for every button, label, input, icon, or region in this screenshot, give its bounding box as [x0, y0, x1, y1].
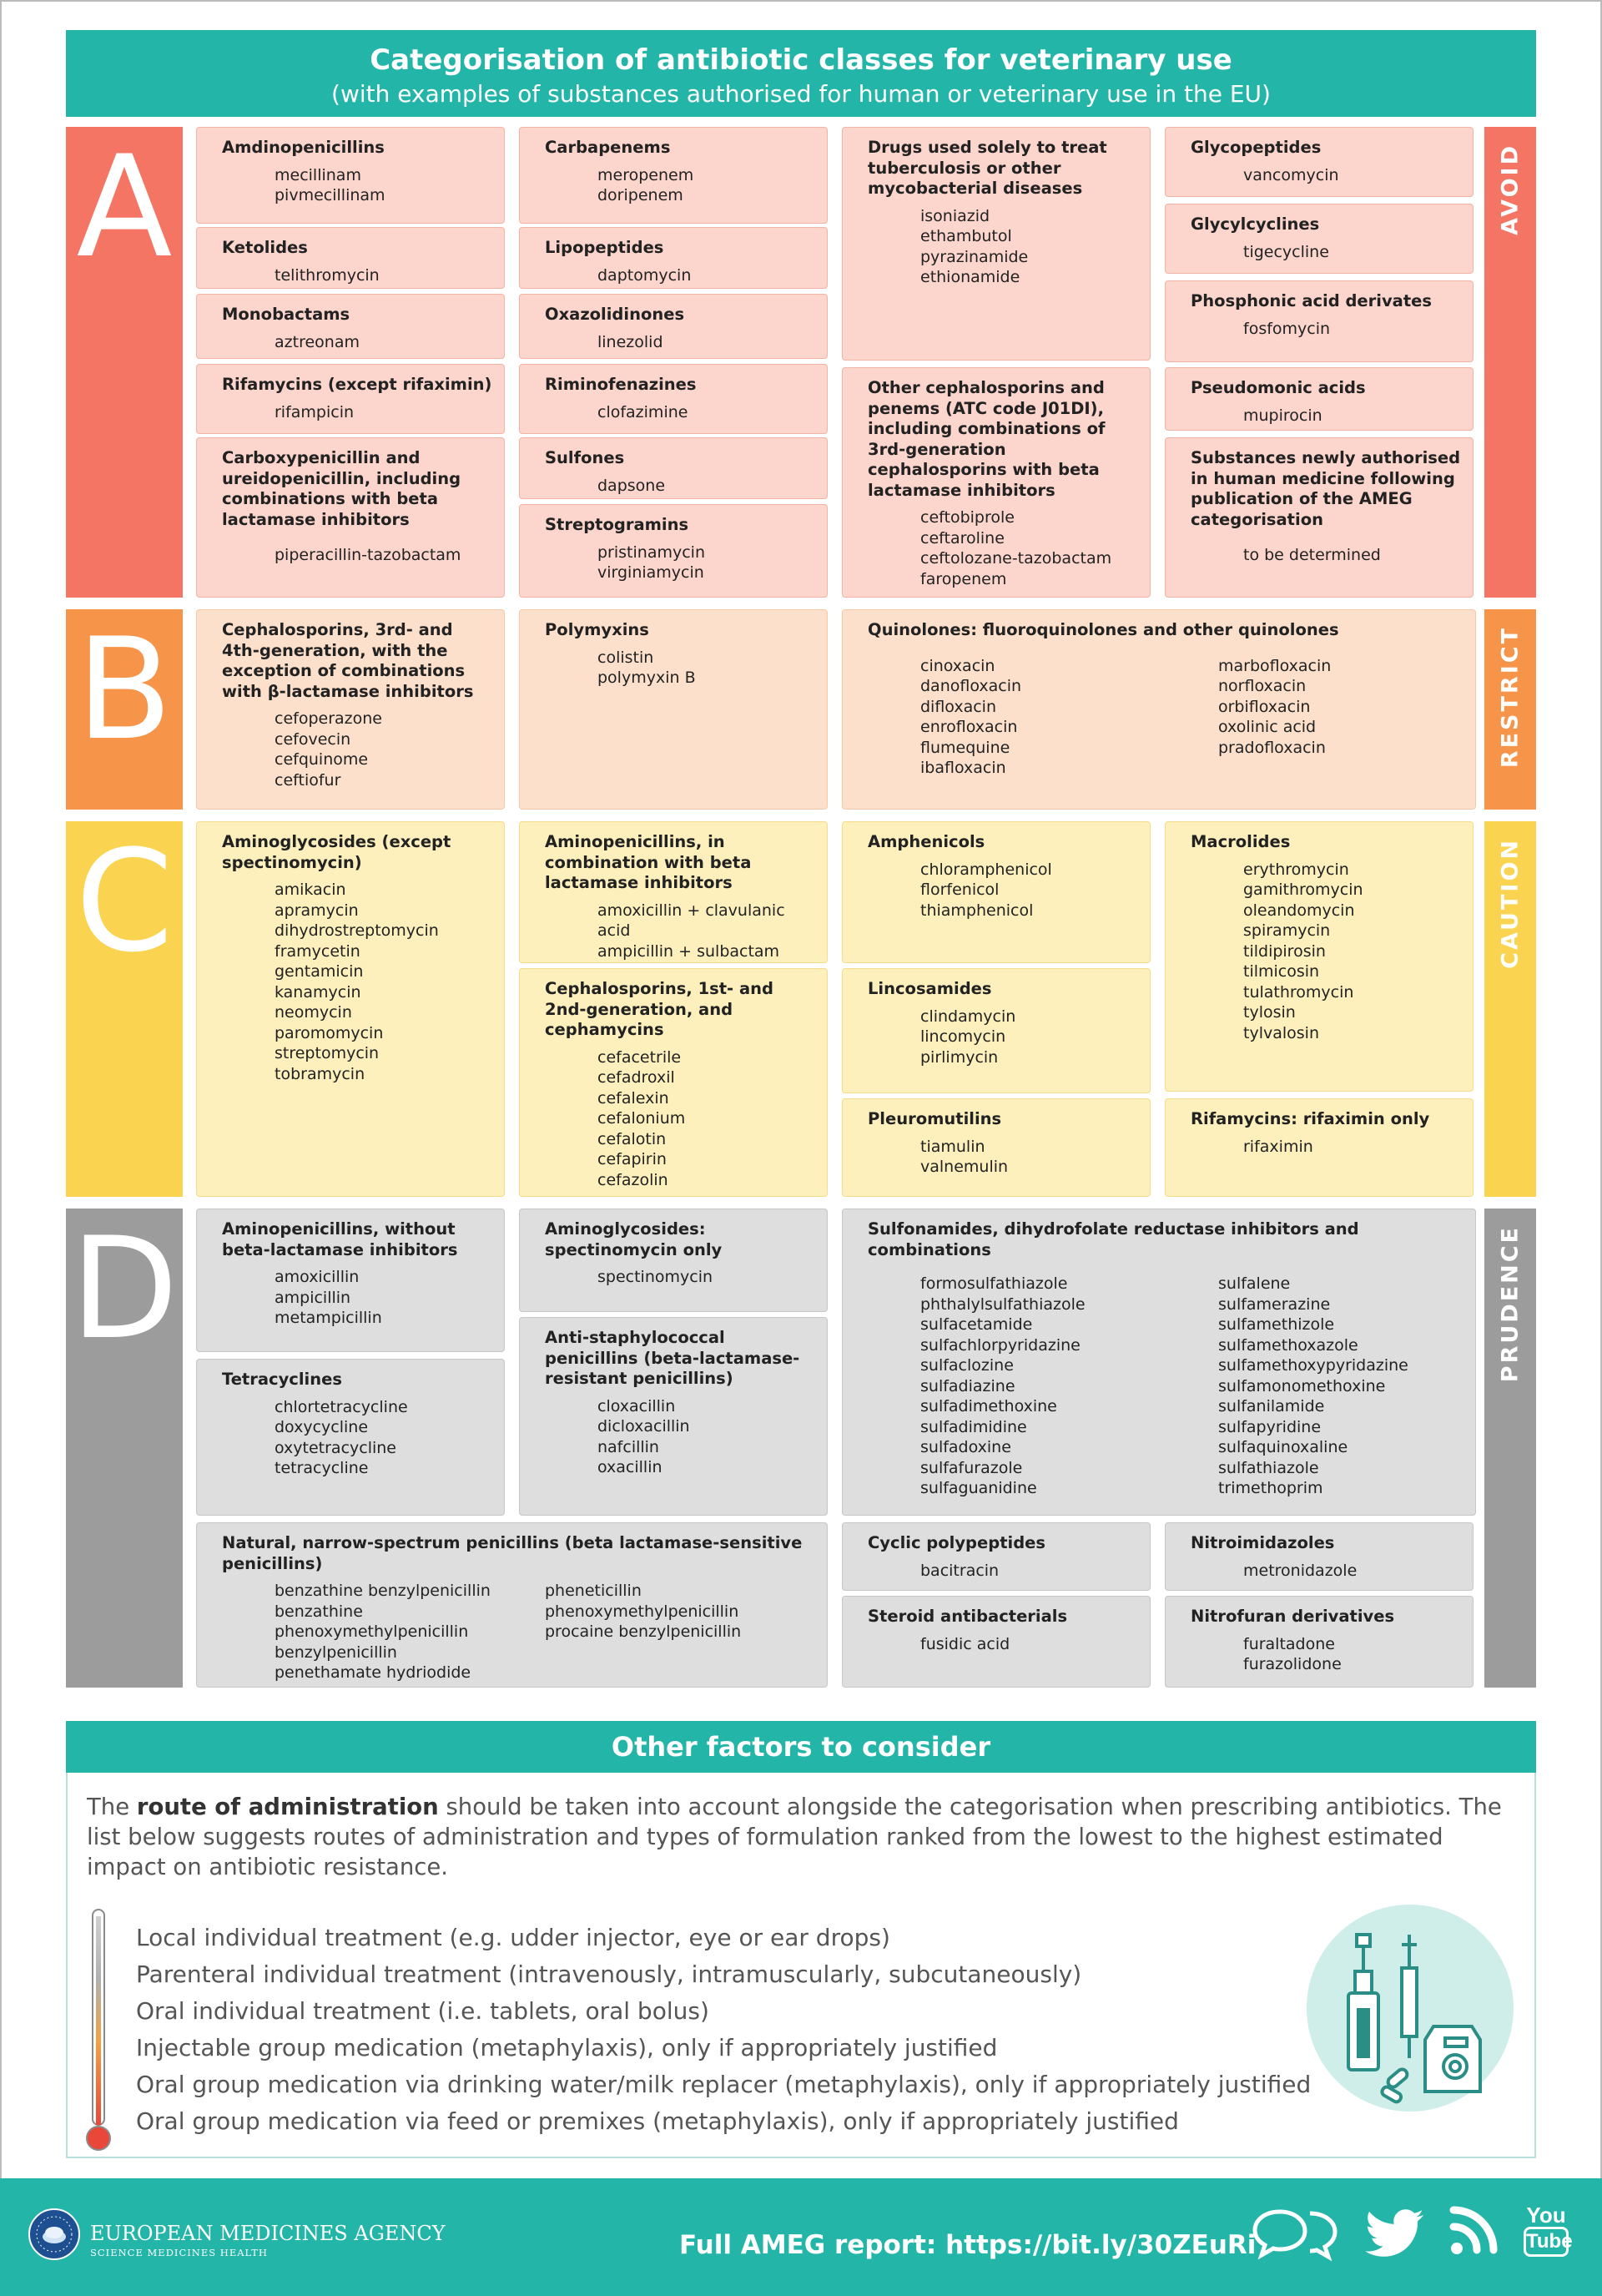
class-box — [1165, 1522, 1474, 1591]
substance-list — [1243, 545, 1461, 566]
substance-item: tulathromycin — [1243, 982, 1354, 1002]
route-item: Injectable group medication (metaphylaxis), only if appropriately justified — [136, 2034, 998, 2061]
substance-item: cefazolin — [597, 1170, 668, 1189]
class-box — [842, 1098, 1151, 1197]
substance-item: sulfaclozine — [920, 1356, 1014, 1375]
substance-list — [920, 206, 1138, 288]
class-title: Carboxypenicillin and ureidopenicillin, including combinations with beta lactamase inhibitors — [222, 448, 461, 529]
class-title: Substances newly authorised in human medicine following publication of the AMEG categorisation — [1191, 448, 1461, 529]
class-title: Drugs used solely to treat tuberculosis or other mycobacterial diseases — [868, 138, 1107, 198]
substance-item: tildipirosin — [1243, 941, 1326, 961]
ema-logo-icon[interactable] — [28, 2208, 80, 2260]
route-list — [136, 1920, 1311, 2140]
substance-item: ethionamide — [920, 268, 1020, 286]
class-box — [1165, 204, 1474, 274]
substance-item: chloramphenicol — [920, 860, 1052, 879]
substance-list — [920, 1137, 1138, 1178]
substance-item: sulfathiazole — [1218, 1458, 1319, 1477]
substance-list — [920, 656, 1166, 779]
class-box — [519, 968, 828, 1197]
thermometer-icon — [86, 1908, 111, 2153]
substance-item: ceftiofur — [275, 770, 341, 790]
category-d-letter: D — [66, 1209, 183, 1688]
substance-item: chlortetracycline — [275, 1397, 408, 1416]
class-title: Aminoglycosides (except spectinomycin) — [222, 832, 451, 872]
substance-item: amoxicillin + clavulanic acid — [597, 901, 785, 940]
class-title: Glycopeptides — [1191, 138, 1322, 157]
substance-item: pirlimycin — [920, 1047, 999, 1067]
class-title: Sulfones — [545, 448, 625, 467]
substance-item: ceftobiprole — [920, 508, 1015, 527]
class-title: Nitroimidazoles — [1191, 1533, 1335, 1552]
rss-icon[interactable] — [1447, 2203, 1500, 2262]
substance-item: thiamphenicol — [920, 901, 1034, 920]
substance-item: piperacillin-tazobactam — [275, 546, 461, 564]
substance-item: sulfaquinoxaline — [1218, 1438, 1348, 1456]
substance-item: cinoxacin — [920, 656, 995, 675]
class-box — [842, 609, 1476, 810]
substance-item: virginiamycin — [597, 563, 704, 582]
substance-item: pyrazinamide — [920, 247, 1029, 266]
substance-item: tylosin — [1243, 1003, 1296, 1022]
class-box — [519, 437, 828, 499]
class-title: Lincosamides — [868, 979, 992, 998]
substance-item: lincomycin — [920, 1027, 1006, 1046]
substance-item: tetracycline — [275, 1459, 369, 1477]
substance-item: pristinamycin — [597, 542, 705, 562]
class-box — [196, 294, 505, 359]
substance-item: gentamicin — [275, 962, 364, 981]
prudence-label: PRUDENCE — [1497, 1225, 1524, 1383]
substance-item: isoniazid — [920, 206, 990, 225]
substance-item: cloxacillin — [597, 1396, 676, 1415]
substance-item: ethambutol — [920, 227, 1012, 245]
chat-bubbles-icon[interactable] — [1252, 2203, 1338, 2262]
substance-item: sulfafurazole — [920, 1458, 1023, 1477]
substance-list — [920, 507, 1138, 589]
class-title: Carbapenems — [545, 138, 671, 157]
substance-item: sulfadoxine — [920, 1438, 1011, 1456]
substance-item: to be determined — [1243, 546, 1381, 564]
class-box — [519, 1209, 828, 1312]
class-box — [196, 127, 505, 224]
substance-item: daptomycin — [597, 265, 692, 285]
substance-item: fosfomycin — [1243, 319, 1331, 338]
substance-item: ampicillin + sulbactam — [597, 941, 780, 961]
substance-item: dicloxacillin — [597, 1417, 690, 1436]
route-item: Local individual treatment (e.g. udder injector, eye or ear drops) — [136, 1924, 890, 1951]
class-title: Oxazolidinones — [545, 305, 685, 324]
substance-item: rifaximin — [1243, 1137, 1313, 1156]
substance-item: mupirocin — [1243, 406, 1322, 425]
substance-list — [920, 1274, 1166, 1499]
intro-text-start: The — [87, 1794, 137, 1820]
category-b-label — [1484, 609, 1536, 810]
substance-list — [1218, 1274, 1463, 1499]
class-title: Other cephalosporins and penems (ATC code J01DI), including combinations of 3rd-generation cephalosporins with beta lactamase inhibitors — [868, 378, 1106, 500]
substance-item: procaine benzylpenicillin — [545, 1622, 742, 1641]
substance-item: dapsone — [597, 476, 666, 495]
substance-item: sulfamethoxypyridazine — [1218, 1356, 1408, 1375]
substance-list — [1243, 1634, 1461, 1675]
caution-label: CAUTION — [1497, 838, 1524, 969]
substance-item: clofazimine — [597, 402, 688, 421]
substance-list — [597, 542, 815, 583]
substance-list — [920, 860, 1138, 921]
substance-item: sulfaguanidine — [920, 1479, 1037, 1497]
substance-item: tobramycin — [275, 1064, 365, 1083]
substance-list — [1243, 1137, 1461, 1158]
substance-item: amikacin — [275, 881, 346, 899]
substance-item: sulfachlorpyridazine — [920, 1335, 1081, 1355]
substance-list — [597, 165, 815, 206]
category-b-letter: B — [66, 609, 183, 810]
category-a-label — [1484, 127, 1536, 598]
substance-item: oxolinic acid — [1218, 718, 1317, 736]
class-title: Rifamycins (except rifaximin) — [222, 375, 492, 394]
class-box — [519, 504, 828, 598]
substance-item: doxycycline — [275, 1418, 369, 1436]
other-factors-intro — [87, 1792, 1505, 1882]
substance-item: spectinomycin — [597, 1268, 713, 1286]
class-box — [519, 227, 828, 289]
substance-item: benzathine phenoxymethylpenicillin — [275, 1602, 469, 1641]
class-box — [842, 821, 1151, 963]
substance-item: cefapirin — [597, 1150, 667, 1168]
substance-item: polymyxin B — [597, 669, 696, 687]
class-box — [196, 1359, 505, 1516]
substance-item: erythromycin — [1243, 860, 1349, 879]
route-item: Parenteral individual treatment (intravenously, intramuscularly, subcutaneously) — [136, 1960, 1082, 1988]
class-box — [1165, 1596, 1474, 1688]
report-link[interactable]: Full AMEG report: https://bit.ly/30ZEuRi — [679, 2230, 1257, 2260]
substance-list — [275, 265, 492, 286]
class-box — [519, 364, 828, 434]
substance-item: paromomycin — [275, 1023, 384, 1042]
substance-list — [920, 1007, 1138, 1068]
substance-item: furaltadone — [1243, 1634, 1335, 1653]
substance-item: cefalonium — [597, 1109, 686, 1128]
substance-list — [275, 880, 492, 1084]
class-title: Amdinopenicillins — [222, 138, 385, 157]
youtube-you-text: You — [1526, 2203, 1566, 2228]
substance-item: sulfanilamide — [1218, 1397, 1325, 1415]
class-title: Monobactams — [222, 305, 350, 324]
class-box — [519, 294, 828, 359]
class-box — [1165, 821, 1474, 1092]
class-box — [519, 127, 828, 224]
substance-list — [275, 709, 492, 790]
class-box — [1165, 280, 1474, 362]
class-title: Rifamycins: rifaximin only — [1191, 1109, 1430, 1128]
class-title: Macrolides — [1191, 832, 1291, 851]
substance-item: penethamate hydriodide — [275, 1663, 471, 1682]
substance-item: tiamulin — [920, 1137, 985, 1156]
substance-list — [920, 1561, 1138, 1582]
youtube-icon[interactable] — [1524, 2203, 1573, 2262]
class-title: Ketolides — [222, 238, 308, 257]
class-box — [842, 127, 1151, 361]
substance-item: ibafloxacin — [920, 759, 1006, 777]
class-box — [842, 1209, 1476, 1516]
substance-item: valnemulin — [920, 1158, 1009, 1176]
class-title: Pleuromutilins — [868, 1109, 1002, 1128]
substance-list — [275, 545, 492, 566]
substance-item: spiramycin — [1243, 921, 1331, 940]
substance-list — [1243, 1561, 1461, 1582]
substance-item: clindamycin — [920, 1007, 1016, 1026]
substance-list — [275, 332, 492, 353]
class-box — [519, 609, 828, 810]
substance-item: sulfadimethoxine — [920, 1397, 1057, 1415]
substance-item: pheneticillin — [545, 1582, 642, 1600]
class-box — [519, 1317, 828, 1516]
class-box — [842, 367, 1151, 598]
substance-item: benzylpenicillin — [275, 1643, 397, 1662]
substance-list — [920, 1634, 1138, 1655]
class-title: Riminofenazines — [545, 375, 697, 394]
substance-list — [1243, 406, 1461, 426]
substance-list — [597, 402, 815, 423]
substance-item: oleandomycin — [1243, 901, 1355, 920]
substance-item: sulfamonomethoxine — [1218, 1376, 1386, 1395]
substance-item: colistin — [597, 648, 654, 667]
class-box — [196, 1522, 828, 1688]
substance-list — [275, 1581, 545, 1683]
category-c-label — [1484, 821, 1536, 1197]
substance-item: oxytetracycline — [275, 1438, 396, 1457]
substance-list — [275, 1267, 492, 1329]
substance-item: linezolid — [597, 332, 663, 351]
medicine-illustration-icon — [1303, 1901, 1517, 2115]
substance-list — [597, 332, 815, 353]
category-d-label — [1484, 1209, 1536, 1688]
class-box — [842, 1596, 1151, 1688]
substance-item: bacitracin — [920, 1561, 1000, 1580]
class-box — [1165, 127, 1474, 197]
class-title: Anti-staphylococcal penicillins (beta-lactamase-resistant penicillins) — [545, 1328, 800, 1388]
substance-item: norfloxacin — [1218, 677, 1307, 695]
class-title: Lipopeptides — [545, 238, 664, 257]
substance-item: sulfamerazine — [1218, 1294, 1331, 1314]
category-c-letter: C — [66, 821, 183, 1197]
substance-item: oxacillin — [597, 1458, 662, 1476]
substance-list — [545, 1581, 815, 1683]
substance-item: gamithromycin — [1243, 881, 1363, 899]
substance-item: cefalotin — [597, 1129, 667, 1148]
substance-item: cefoperazone — [275, 709, 382, 728]
class-title: Phosphonic acid derivates — [1191, 291, 1432, 310]
substance-item: sulfacetamide — [920, 1315, 1033, 1334]
substance-item: orbifloxacin — [1218, 697, 1311, 716]
class-box — [1165, 367, 1474, 431]
substance-list — [597, 1267, 815, 1288]
substance-item: tigecycline — [1243, 242, 1329, 261]
substance-item: ceftaroline — [920, 528, 1005, 548]
class-box — [842, 1522, 1151, 1591]
category-a-letter: A — [66, 127, 183, 598]
substance-list — [275, 402, 492, 423]
substance-item: faropenem — [920, 569, 1007, 588]
intro-text-emphasis: route of administration — [136, 1794, 439, 1820]
class-box — [196, 821, 505, 1197]
substance-item: meropenem — [597, 165, 694, 184]
substance-item: cefquinome — [275, 750, 369, 769]
substance-item: doripenem — [597, 186, 683, 204]
substance-item: furazolidone — [1243, 1655, 1342, 1673]
route-item: Oral group medication via drinking water/milk replacer (metaphylaxis), only if appropriately justified — [136, 2071, 1312, 2098]
substance-item: ampicillin — [275, 1288, 351, 1307]
class-box — [519, 821, 828, 963]
agency-tagline: SCIENCE MEDICINES HEALTH — [90, 2247, 268, 2258]
class-title: Amphenicols — [868, 832, 985, 851]
class-title: Cyclic polypeptides — [868, 1533, 1045, 1552]
class-title: Cephalosporins, 3rd- and 4th-generation, with the exception of combinations with β-lactamase inhibitors — [222, 620, 474, 701]
substance-item: neomycin — [275, 1003, 352, 1022]
class-title: Nitrofuran derivatives — [1191, 1607, 1395, 1626]
substance-item: vancomycin — [1243, 165, 1339, 184]
class-box — [842, 968, 1151, 1093]
substance-item: apramycin — [275, 901, 359, 920]
substance-item: marbofloxacin — [1218, 656, 1332, 675]
class-title: Polymyxins — [545, 620, 649, 639]
class-box — [196, 437, 505, 598]
restrict-label: RESTRICT — [1497, 626, 1524, 769]
class-title: Pseudomonic acids — [1191, 378, 1366, 397]
class-box — [196, 364, 505, 434]
other-factors-title: Other factors to consider — [66, 1721, 1536, 1773]
substance-list — [597, 901, 815, 962]
class-title: Natural, narrow-spectrum penicillins (beta lactamase-sensitive penicillins) — [222, 1533, 803, 1573]
substance-item: danofloxacin — [920, 677, 1022, 695]
substance-item: amoxicillin — [275, 1268, 360, 1286]
intro-text-end: should be taken into account alongside the categorisation when prescribing antibiotics. The list below suggests routes of administration and types of formulation ranked from the lowest to the highest estimated impact on antibiotic resistance. — [87, 1794, 1502, 1880]
substance-item: formosulfathiazole — [920, 1274, 1068, 1293]
substance-item: sulfamethizole — [1218, 1315, 1335, 1334]
substance-item: phenoxymethylpenicillin — [545, 1602, 739, 1621]
class-box — [196, 609, 505, 810]
substance-item: sulfapyridine — [1218, 1417, 1322, 1436]
substance-item: cefalexin — [597, 1088, 669, 1108]
youtube-tube-text: Tube — [1524, 2227, 1569, 2257]
substance-list — [597, 265, 815, 286]
substance-item: difloxacin — [920, 697, 997, 716]
substance-item: phthalylsulfathiazole — [920, 1294, 1086, 1314]
substance-item: aztreonam — [275, 332, 360, 351]
page-title: Categorisation of antibiotic classes for veterinary use — [370, 43, 1232, 77]
class-title: Streptogramins — [545, 515, 689, 534]
substance-item: tilmicosin — [1243, 962, 1320, 981]
substance-list — [1243, 319, 1461, 340]
route-item: Oral individual treatment (i.e. tablets, oral bolus) — [136, 1997, 709, 2025]
substance-item: ceftolozane-tazobactam — [920, 549, 1112, 568]
substance-list — [275, 165, 492, 206]
substance-item: enrofloxacin — [920, 718, 1018, 736]
substance-item: metronidazole — [1243, 1561, 1358, 1580]
class-title: Aminopenicillins, in combination with beta lactamase inhibitors — [545, 832, 752, 892]
substance-item: fusidic acid — [920, 1634, 1010, 1653]
substance-list — [1243, 860, 1461, 1044]
substance-list — [1243, 242, 1461, 263]
page-header — [66, 30, 1536, 117]
route-item: Oral group medication via feed or premixes (metaphylaxis), only if appropriately justified — [136, 2107, 1179, 2135]
substance-item: sulfadiazine — [920, 1376, 1015, 1395]
class-title: Tetracyclines — [222, 1370, 342, 1389]
substance-item: tylvalosin — [1243, 1023, 1319, 1042]
class-title: Cephalosporins, 1st- and 2nd-generation, and cephamycins — [545, 979, 773, 1039]
twitter-icon[interactable] — [1365, 2203, 1425, 2262]
substance-item: florfenicol — [920, 881, 1000, 899]
class-box — [196, 1209, 505, 1352]
avoid-label: AVOID — [1497, 144, 1524, 235]
class-title: Aminoglycosides: spectinomycin only — [545, 1219, 723, 1259]
substance-item: kanamycin — [275, 982, 361, 1002]
substance-list — [1243, 165, 1461, 186]
substance-item: pradofloxacin — [1218, 738, 1326, 757]
class-title: Sulfonamides, dihydrofolate reductase inhibitors and combinations — [868, 1219, 1359, 1259]
substance-item: cefovecin — [275, 729, 351, 749]
class-title: Quinolones: fluoroquinolones and other quinolones — [868, 620, 1339, 639]
class-title: Aminopenicillins, without beta-lactamase inhibitors — [222, 1219, 458, 1259]
substance-list — [275, 1397, 492, 1479]
class-box — [1165, 1098, 1474, 1197]
substance-item: metampicillin — [275, 1309, 382, 1327]
substance-item: trimethoprim — [1218, 1479, 1323, 1497]
substance-item: benzathine benzylpenicillin — [275, 1582, 491, 1600]
substance-item: mecillinam — [275, 165, 361, 184]
substance-item: flumequine — [920, 738, 1010, 757]
class-box — [196, 227, 505, 289]
class-box — [1165, 437, 1474, 598]
substance-item: cefacetrile — [597, 1047, 682, 1067]
page-subtitle: (with examples of substances authorised for human or veterinary use in the EU) — [331, 80, 1271, 108]
substance-item: nafcillin — [597, 1437, 659, 1456]
substance-item: sulfalene — [1218, 1274, 1291, 1293]
substance-item: rifampicin — [275, 402, 355, 421]
class-title: Steroid antibacterials — [868, 1607, 1068, 1626]
substance-item: sulfamethoxazole — [1218, 1335, 1358, 1355]
class-title: Glycylcyclines — [1191, 214, 1320, 234]
substance-list — [597, 648, 815, 689]
agency-name: EUROPEAN MEDICINES AGENCY — [90, 2222, 446, 2245]
substance-item: dihydrostreptomycin — [275, 921, 439, 940]
substance-item: sulfadimidine — [920, 1417, 1027, 1436]
substance-item: telithromycin — [275, 265, 380, 285]
substance-list — [597, 1396, 815, 1478]
substance-list — [597, 1047, 815, 1191]
substance-item: cefadroxil — [597, 1068, 675, 1087]
substance-list — [1218, 656, 1463, 779]
substance-item: framycetin — [275, 941, 360, 961]
substance-list — [597, 476, 815, 497]
substance-item: streptomycin — [275, 1044, 380, 1062]
substance-item: pivmecillinam — [275, 186, 385, 204]
